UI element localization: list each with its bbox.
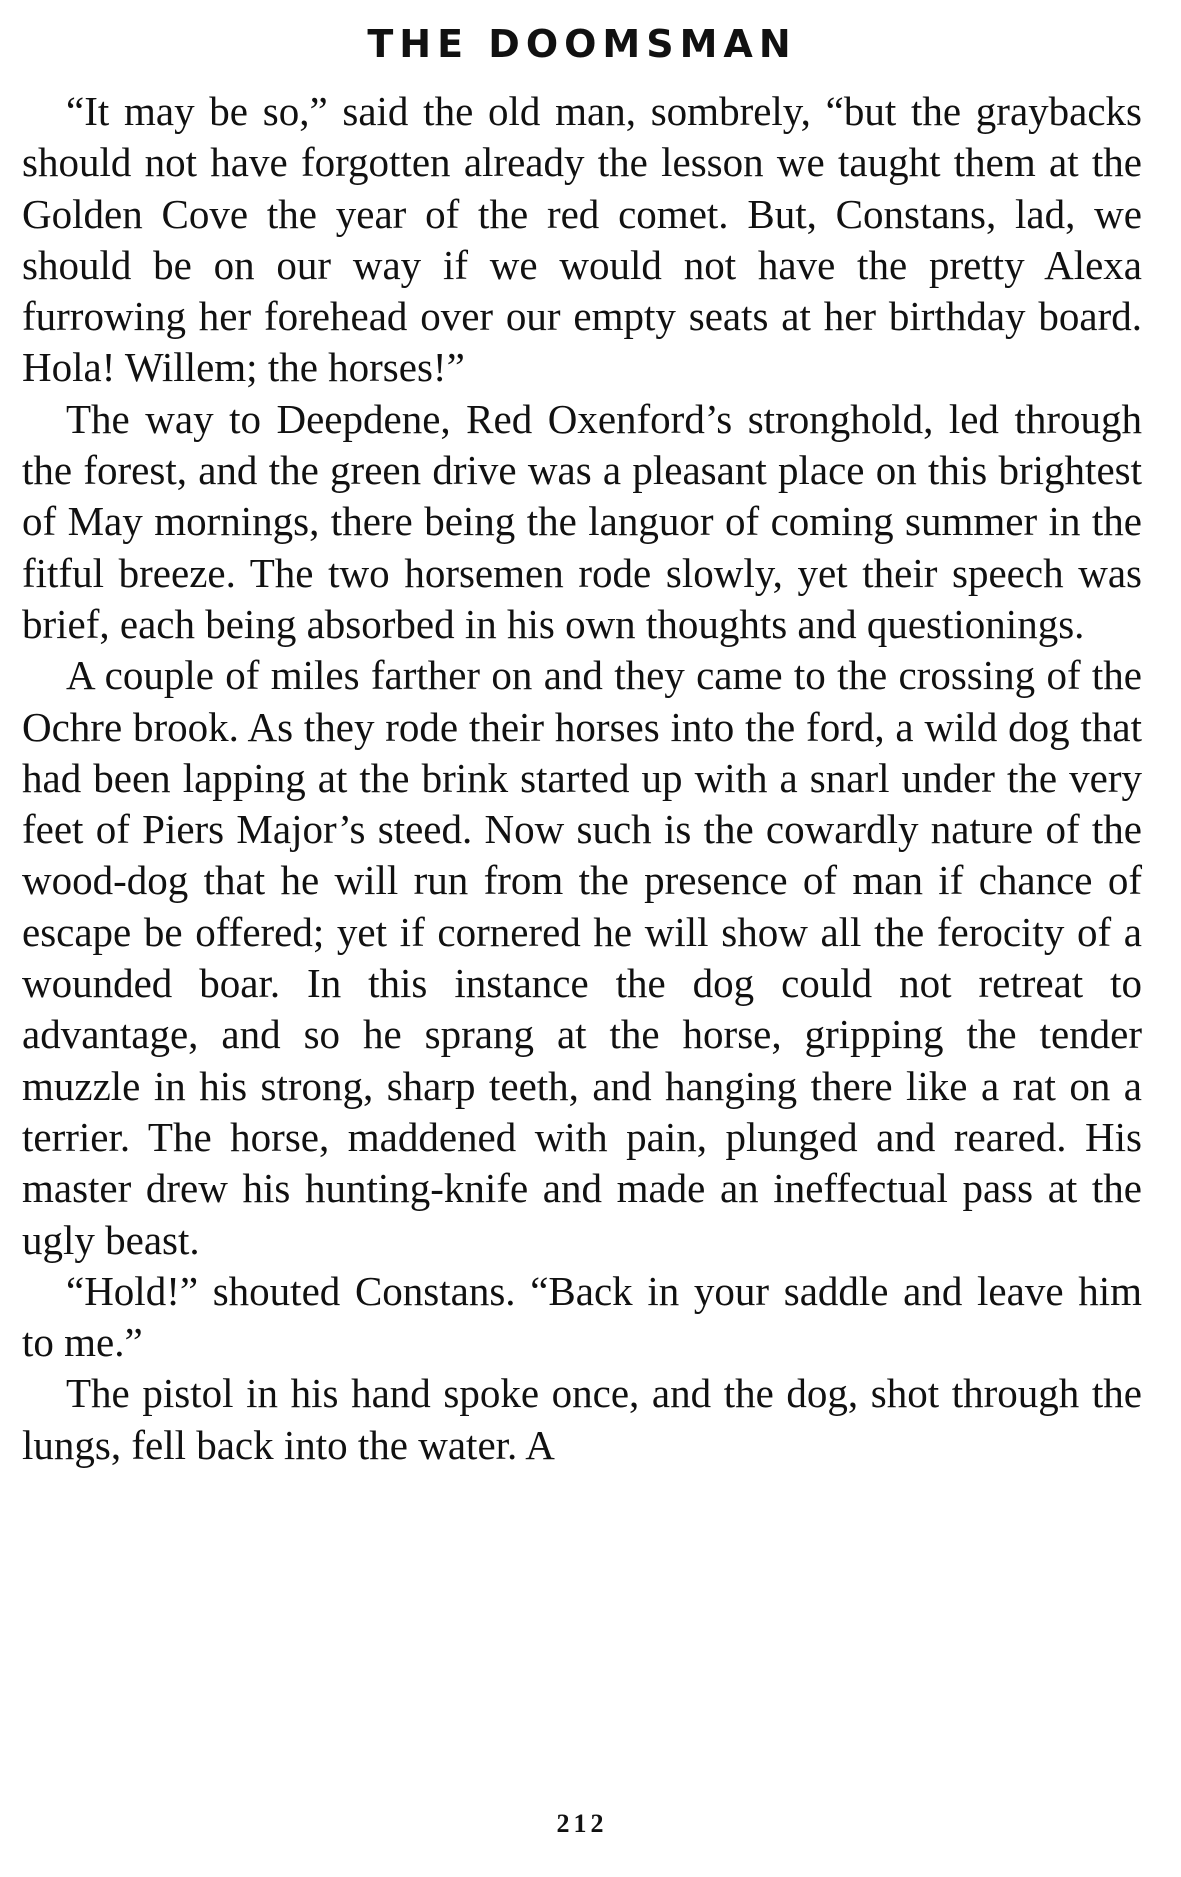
paragraph-5: The pistol in his hand spoke once, and the dog, shot through the lungs, fell back into the water. A <box>22 1370 1142 1468</box>
book-page <box>22 18 1142 1858</box>
paragraph-1: “It may be so,” said the old man, sombrely, “but the graybacks should not have forgotten already the lesson we taught them at the Golden Cove the year of the red comet. But, Constans, lad, we should be on our way if we would not have the pretty Alexa furrowing her forehead over our empty seats at her birthday board. Hola! Willem; the horses!” <box>22 88 1142 391</box>
paragraph-3: A couple of miles farther on and they came to the crossing of the Ochre brook. As they rode their horses into the ford, a wild dog that had been lapping at the brink started up with a snarl under the very feet of Piers Major’s steed. Now such is the cowardly nature of the wood-dog that he will run from the presence of man if chance of escape be offered; yet if cornered he will show all the ferocity of a wounded boar. In this instance the dog could not retreat to advantage, and so he sprang at the horse, gripping the tender muzzle in his strong, sharp teeth, and hanging there like a rat on a terrier. The horse, maddened with pain, plunged and reared. His master drew his hunting-knife and made an ineffectual pass at the ugly beast. <box>22 652 1142 1263</box>
paragraph-4: “Hold!” shouted Constans. “Back in your saddle and leave him to me.” <box>22 1267 1142 1366</box>
running-head-title: THE DOOMSMAN <box>367 22 797 66</box>
paragraph-2: The way to Deepdene, Red Oxenford’s stronghold, led through the forest, and the green drive was a pleasant place on this brightest of May mornings, there being the languor of coming summer in the fitful breeze. The two horsemen rode slowly, yet their speech was brief, each being absorbed in his own thoughts and questionings. <box>22 395 1142 647</box>
page-number: 212 <box>556 1809 608 1838</box>
page-body-text <box>22 86 1142 1471</box>
